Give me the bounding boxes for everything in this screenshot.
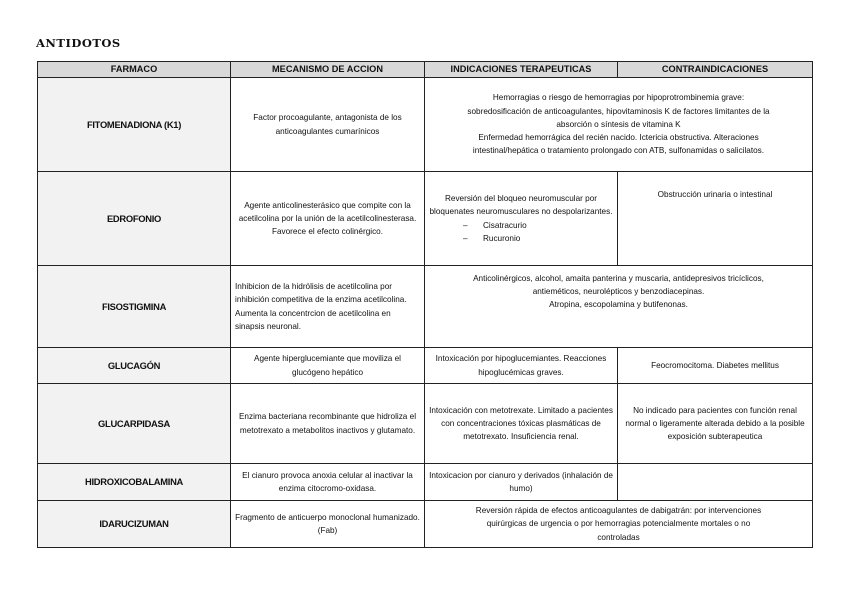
contraindications-cell: Feocromocitoma. Diabetes mellitus [618,348,813,384]
drug-name-cell: FISOSTIGMINA [38,266,231,348]
table-header-row [38,62,813,78]
indications-merged-cell [425,501,813,548]
drug-name-cell: GLUCAGÓN [38,348,231,384]
contraindications-cell: Obstrucción urinaria o intestinal [618,172,813,266]
indication-line: Enfermedad hemorrágica del recién nacido. Ictericia obstructiva. Alteraciones [478,133,759,143]
page-title: ANTIDOTOS [36,36,121,50]
indication-line: Anticolinérgicos, alcohol, amaita panterina y muscaria, antidepresivos tricíclicos, [473,274,764,283]
mechanism-cell: Agente hiperglucemiante que moviliza el glucógeno hepático [231,348,425,384]
mechanism-cell: Agente anticolinesterásico que compite con la acetilcolina por la unión de la acetilcolinesterasa. Favorece el efecto colinérgico. [231,172,425,266]
list-item-text: Cisatracurio [483,220,527,230]
contraindications-cell: No indicado para pacientes con función renal normal o ligeramente alterada debido a la posible exposición subterapeutica [618,384,813,464]
indication-line: Reversión rápida de efectos anticoagulantes de dabigatrán: por intervenciones [475,506,762,516]
indication-line: Hemorragias o riesgo de hemorragias por hipoprotrombinemia grave: [492,93,745,103]
list-item [463,219,613,232]
list-item [463,232,613,245]
indication-line: controladas [597,532,640,542]
indication-list [429,219,613,245]
indication-text: Reversión del bloqueo neuromuscular por bloquenates neuromusculares no despolarizantes. [429,194,613,217]
drug-name-cell: HIDROXICOBALAMINA [38,464,231,501]
indication-line: quirúrgicas de urgencia o por hemorragias potencialmente mortales o no [486,519,751,529]
indication-line: sobredosificación de anticoagulantes, hipovitaminosis K de factores limitantes de la [467,106,770,116]
mechanism-cell: Inhibicion de la hidrólisis de acetilcolina por inhibición competitiva de la enzima acetilcolina. Aumenta la concentrcion de acetilcolina en sinapsis neuronal. [231,266,425,348]
table-row [38,501,813,548]
contraindications-cell [618,464,813,501]
mechanism-cell: Enzima bacteriana recombinante que hidroliza el metotrexato a metabolitos inactivos y glutamato. [231,384,425,464]
indications-merged-cell [425,266,813,348]
table-row [38,78,813,172]
drug-name-cell: GLUCARPIDASA [38,384,231,464]
drug-name-cell: EDROFONIO [38,172,231,266]
antidotes-table [37,61,813,548]
dash-marker: – [463,220,468,230]
indications-cell: Intoxicacion por cianuro y derivados (inhalación de humo) [425,464,618,501]
header-indicaciones: INDICACIONES TERAPEUTICAS [425,62,618,78]
indication-line: Atropina, escopolamina y butifenonas. [549,300,688,310]
mechanism-cell: El cianuro provoca anoxia celular al inactivar la enzima citocromo-oxidasa. [231,464,425,501]
indication-line: antieméticos, neurolépticos y benzodiacepinas. [532,287,705,297]
indication-line: absorción o síntesis de vitamina K [556,119,681,129]
drug-name-cell: IDARUCIZUMAN [38,501,231,548]
mechanism-cell: Factor procoagulante, antagonista de los anticoagulantes cumarínicos [231,78,425,172]
indication-line: intestinal/hepática o tratamiento prolongado con ATB, sulfonamidas o salicilatos. [472,146,765,156]
table-row [38,266,813,348]
header-farmaco: FARMACO [38,62,231,78]
drug-name-cell: FITOMENADIONA (K1) [38,78,231,172]
table-row [38,348,813,384]
indications-merged-cell [425,78,813,172]
table-row [38,464,813,501]
dash-marker: – [463,233,468,243]
mechanism-cell: Fragmento de anticuerpo monoclonal humanizado. (Fab) [231,501,425,548]
header-mecanismo: MECANISMO DE ACCION [231,62,425,78]
table-row [38,384,813,464]
indications-cell: Intoxicación con metotrexate. Limitado a pacientes con concentraciones tóxicas plasmáticas de metotrexato. Insuficiencia renal. [425,384,618,464]
indications-cell: Intoxicación por hipoglucemiantes. Reacciones hipoglucémicas graves. [425,348,618,384]
list-item-text: Rucuronio [483,233,521,243]
table-row [38,172,813,266]
header-contraindicaciones: CONTRAINDICACIONES [618,62,813,78]
indications-cell [425,172,618,266]
